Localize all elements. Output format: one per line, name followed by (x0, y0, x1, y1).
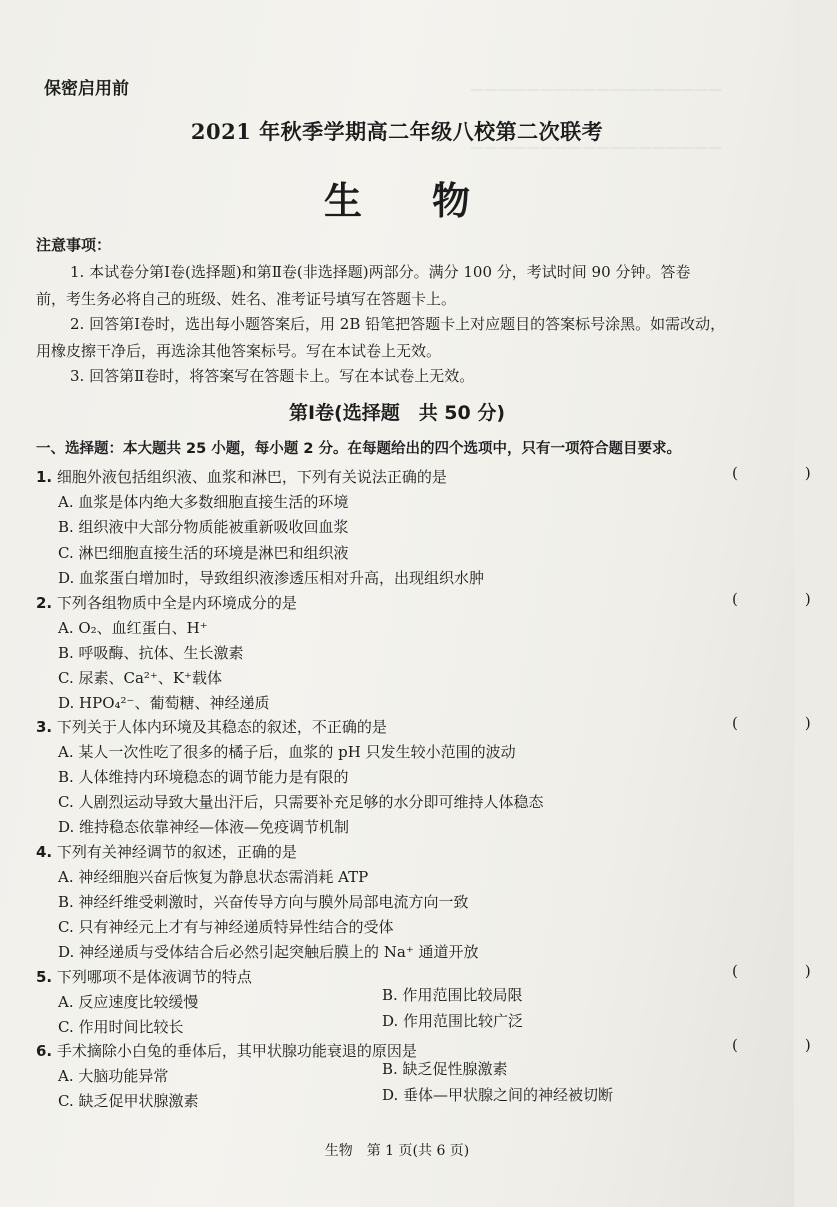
question-6-option-d: D. 垂体—甲状腺之间的神经被切断 (382, 1086, 614, 1104)
answer-paren: ( ) (732, 464, 837, 482)
notice-item-1: 1. 本试卷分第Ⅰ卷(选择题)和第Ⅱ卷(非选择题)两部分。满分 100 分，考试时间 90 分钟。答卷 (70, 263, 691, 281)
bleed-through-text: —————————————————— (470, 140, 722, 156)
question-2-stem (36, 592, 297, 613)
notice-item-2: 2. 回答第Ⅰ卷时，选出每小题答案后，用 2B 铅笔把答题卡上对应题目的答案标号涂黑。如需改动， (70, 315, 726, 333)
question-stem: 下列各组物质中全是内环境成分的是 (56, 594, 297, 612)
question-2-option-d: D. HPO₄²⁻、葡萄糖、神经递质 (58, 694, 270, 712)
question-stem: 下列有关神经调节的叙述，正确的是 (56, 843, 297, 861)
question-5-option-d: D. 作用范围比较广泛 (382, 1012, 524, 1030)
notice-item-2-cont: 用橡皮擦干净后，再选涂其他答案标号。写在本试卷上无效。 (36, 342, 442, 360)
question-stem: 下列关于人体内环境及其稳态的叙述，不正确的是 (56, 718, 387, 736)
question-number: 3. (36, 718, 53, 736)
question-5-stem (36, 966, 252, 987)
question-5-option-a: A. 反应速度比较缓慢 (58, 993, 199, 1011)
question-number: 4. (36, 843, 53, 861)
question-4-option-b: B. 神经纤维受刺激时，兴奋传导方向与膜外局部电流方向一致 (58, 893, 469, 911)
question-3-option-c: C. 人剧烈运动导致大量出汗后，只需要补充足够的水分即可维持人体稳态 (58, 793, 544, 811)
notice-item-3: 3. 回答第Ⅱ卷时，将答案写在答题卡上。写在本试卷上无效。 (70, 367, 475, 385)
question-3-option-d: D. 维持稳态依靠神经—体液—免疫调节机制 (58, 818, 350, 836)
bleed-through-text: —————————————————— (470, 82, 722, 98)
question-stem: 下列哪项不是体液调节的特点 (56, 968, 252, 986)
subject-title: 生物 (323, 178, 540, 223)
question-stem: 细胞外液包括组织液、血浆和淋巴，下列有关说法正确的是 (56, 468, 447, 486)
question-6-option-b: B. 缺乏促性腺激素 (382, 1060, 508, 1078)
answer-paren: ( ) (732, 714, 837, 732)
notice-item-1-cont: 前，考生务必将自己的班级、姓名、准考证号填写在答题卡上。 (36, 290, 457, 308)
question-number: 2. (36, 594, 53, 612)
question-6-option-c: C. 缺乏促甲状腺激素 (58, 1092, 199, 1110)
section-title: 第Ⅰ卷(选择题 共 50 分) (288, 402, 506, 424)
question-1-option-c: C. 淋巴细胞直接生活的环境是淋巴和组织液 (58, 544, 349, 562)
question-2-option-a: A. O₂、血红蛋白、H⁺ (58, 619, 208, 637)
question-6-stem (36, 1040, 417, 1061)
answer-paren: ( ) (732, 1036, 837, 1054)
question-4-option-d: D. 神经递质与受体结合后必然引起突触后膜上的 Na⁺ 通道开放 (58, 943, 479, 961)
question-4-stem (36, 841, 297, 862)
answer-paren: ( ) (732, 590, 837, 608)
question-1-option-d: D. 血浆蛋白增加时，导致组织液渗透压相对升高，出现组织水肿 (58, 569, 485, 587)
question-5-option-c: C. 作用时间比较长 (58, 1018, 184, 1036)
question-number: 5. (36, 968, 53, 986)
confidential-label: 保密启用前 (44, 79, 129, 99)
question-3-option-b: B. 人体维持内环境稳态的调节能力是有限的 (58, 768, 349, 786)
section-instruction: 一、选择题：本大题共 25 小题，每小题 2 分。在每题给出的四个选项中，只有一项符合题目要求。 (36, 441, 681, 457)
question-2-option-c: C. 尿素、Ca²⁺、K⁺载体 (58, 669, 222, 687)
question-number: 1. (36, 468, 53, 486)
page-footer: 生物 第 1 页(共 6 页) (324, 1143, 470, 1159)
question-1-option-a: A. 血浆是体内绝大多数细胞直接生活的环境 (58, 493, 349, 511)
question-stem: 手术摘除小白兔的垂体后，其甲状腺功能衰退的原因是 (56, 1042, 417, 1060)
notice-heading: 注意事项： (36, 236, 112, 254)
exam-title: 2021 年秋季学期高二年级八校第二次联考 (190, 119, 604, 144)
question-1-stem (36, 466, 447, 487)
answer-paren: ( ) (732, 962, 837, 980)
question-3-option-a: A. 某人一次性吃了很多的橘子后，血浆的 pH 只发生较小范围的波动 (58, 743, 516, 761)
question-4-option-a: A. 神经细胞兴奋后恢复为静息状态需消耗 ATP (58, 868, 369, 886)
question-4-option-c: C. 只有神经元上才有与神经递质特异性结合的受体 (58, 918, 394, 936)
question-3-stem (36, 716, 387, 737)
question-5-option-b: B. 作用范围比较局限 (382, 986, 523, 1004)
question-2-option-b: B. 呼吸酶、抗体、生长激素 (58, 644, 244, 662)
question-6-option-a: A. 大脑功能异常 (58, 1067, 169, 1085)
question-number: 6. (36, 1042, 53, 1060)
question-1-option-b: B. 组织液中大部分物质能被重新吸收回血浆 (58, 518, 349, 536)
